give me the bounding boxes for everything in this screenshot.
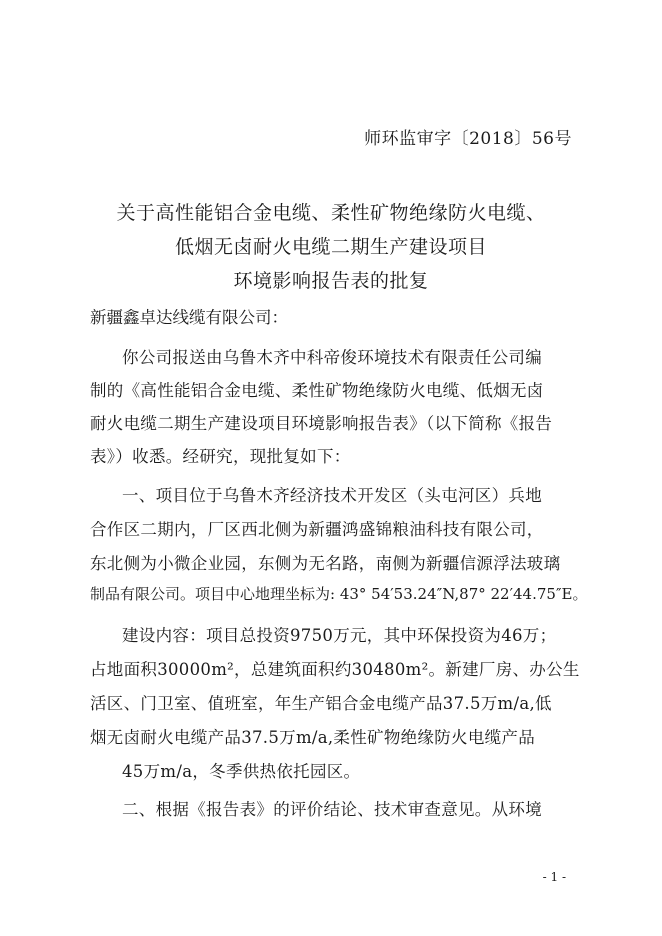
body-line: 二、根据《报告表》的评价结论、技术审查意见。从环境 — [122, 800, 542, 819]
body-line: 制的《高性能铝合金电缆、柔性矿物绝缘防火电缆、低烟无卤 — [90, 381, 544, 400]
body-line: 建设内容：项目总投资9750万元，其中环保投资为46万； — [122, 626, 557, 645]
body-line: 耐火电缆二期生产建设项目环境影响报告表》（以下简称《报告 — [90, 414, 553, 433]
body-line: 占地面积30000m²，总建筑面积约30480m²。新建厂房、办公生 — [90, 660, 580, 679]
body-line: 表》）收悉。经研究，现批复如下： — [90, 447, 351, 466]
document-number: 师环监审字〔2018〕56号 — [364, 129, 572, 149]
title-line: 关于高性能铝合金电缆、柔性矿物绝缘防火电缆、 — [116, 202, 546, 224]
title-line: 环境影响报告表的批复 — [233, 270, 429, 292]
title-line: 低烟无卤耐火电缆二期生产建设项目 — [174, 236, 487, 258]
document-title — [0, 196, 662, 298]
salutation: 新疆鑫卓达线缆有限公司： — [90, 308, 288, 327]
body-line: 你公司报送由乌鲁木齐中科帝俊环境技术有限责任公司编 — [122, 348, 542, 367]
body-line: 制品有限公司。项目中心地理坐标为: 43° 54′53.24″N,87° 22′44.75″E。 — [90, 585, 588, 603]
body-line: 烟无卤耐火电缆产品37.5万m/a,柔性矿物绝缘防火电缆产品 — [90, 728, 536, 747]
body-line: 45万m/a，冬季供热依托园区。 — [122, 762, 361, 781]
body-line: 一、项目位于乌鲁木齐经济技术开发区（头屯河区）兵地 — [122, 486, 542, 505]
body-line: 活区、门卫室、值班室，年生产铝合金电缆产品37.5万m/a,低 — [90, 694, 552, 713]
body-line: 合作区二期内，厂区西北侧为新疆鸿盛锦粮油科技有限公司， — [90, 520, 544, 539]
page-number: - 1 - — [542, 870, 566, 884]
body-line: 东北侧为小微企业园，东侧为无名路，南侧为新疆信源浮法玻璃 — [90, 554, 561, 573]
